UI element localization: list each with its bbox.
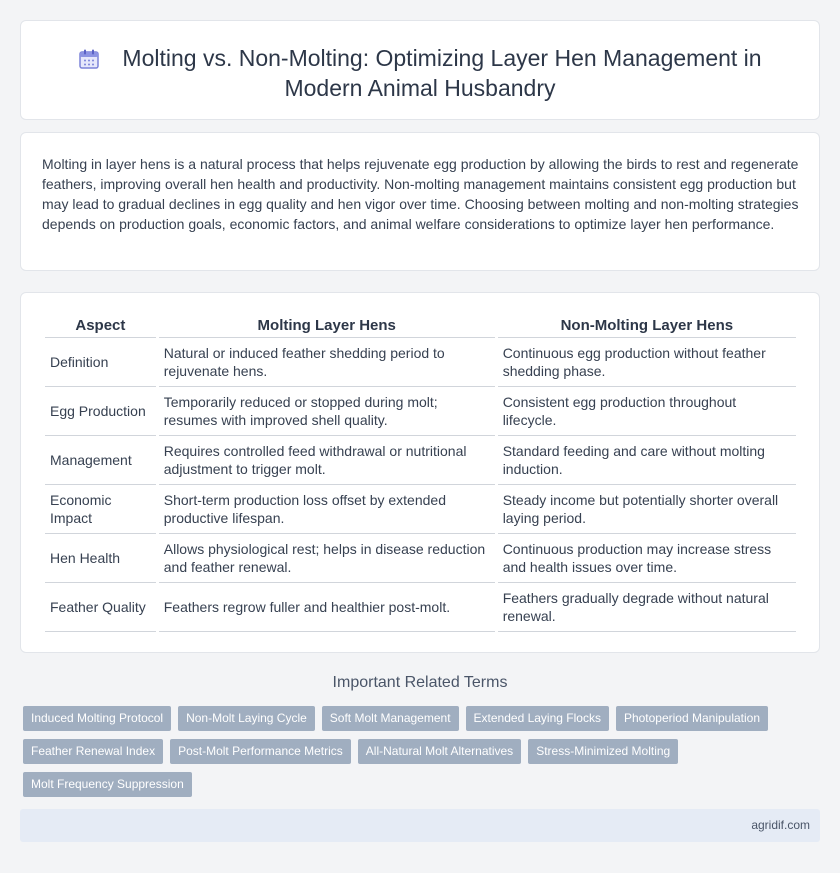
non-molting-cell: Steady income but potentially shorter overall laying period.: [498, 485, 796, 534]
header-card: [20, 20, 820, 120]
molting-cell: Feathers regrow fuller and healthier post-molt.: [159, 583, 495, 632]
footer: [20, 809, 820, 842]
molting-cell: Short-term production loss offset by extended productive lifespan.: [159, 485, 495, 534]
related-terms-title: Important Related Terms: [332, 674, 508, 691]
term-tag[interactable]: Feather Renewal Index: [23, 739, 163, 764]
term-tag[interactable]: Photoperiod Manipulation: [616, 706, 768, 731]
table-row: [45, 534, 796, 583]
table-header-row: [45, 311, 796, 338]
aspect-cell: Hen Health: [45, 534, 156, 583]
comparison-table: [42, 311, 799, 632]
header-aspect: Aspect: [45, 311, 156, 338]
footer-site-link[interactable]: agridif.com: [751, 818, 810, 832]
molting-cell: Natural or induced feather shedding period to rejuvenate hens.: [159, 338, 495, 387]
aspect-cell: Economic Impact: [45, 485, 156, 534]
header-non-molting: Non-Molting Layer Hens: [498, 311, 796, 338]
aspect-cell: Definition: [45, 338, 156, 387]
related-terms-list: [23, 706, 813, 797]
calendar-icon: [78, 48, 100, 70]
term-tag[interactable]: Induced Molting Protocol: [23, 706, 171, 731]
table-row: [45, 436, 796, 485]
aspect-cell: Egg Production: [45, 387, 156, 436]
non-molting-cell: Standard feeding and care without molting induction.: [498, 436, 796, 485]
term-tag[interactable]: Molt Frequency Suppression: [23, 772, 192, 797]
intro-card: [20, 132, 820, 271]
aspect-cell: Management: [45, 436, 156, 485]
intro-paragraph: Molting in layer hens is a natural process that helps rejuvenate egg production by allowing the birds to rest and regenerate feathers, improving overall hen health and productivity. Non-molting management maintains consistent egg production but may lead to gradual declines in egg quality and hen vigor over time. Choosing between molting and non-molting strategies depends on production goals, economic factors, and animal welfare considerations to optimize layer hen performance.: [42, 156, 799, 232]
term-tag[interactable]: Post-Molt Performance Metrics: [170, 739, 351, 764]
header-molting: Molting Layer Hens: [159, 311, 495, 338]
term-tag[interactable]: Soft Molt Management: [322, 706, 459, 731]
molting-cell: Allows physiological rest; helps in disease reduction and feather renewal.: [159, 534, 495, 583]
non-molting-cell: Consistent egg production throughout lifecycle.: [498, 387, 796, 436]
non-molting-cell: Feathers gradually degrade without natural renewal.: [498, 583, 796, 632]
molting-cell: Requires controlled feed withdrawal or nutritional adjustment to trigger molt.: [159, 436, 495, 485]
non-molting-cell: Continuous egg production without feather shedding phase.: [498, 338, 796, 387]
term-tag[interactable]: Non-Molt Laying Cycle: [178, 706, 315, 731]
molting-cell: Temporarily reduced or stopped during molt; resumes with improved shell quality.: [159, 387, 495, 436]
term-tag[interactable]: All-Natural Molt Alternatives: [358, 739, 521, 764]
page-title-wrap: [61, 43, 779, 103]
aspect-cell: Feather Quality: [45, 583, 156, 632]
table-row: [45, 485, 796, 534]
page-title: Molting vs. Non-Molting: Optimizing Layer Hen Management in Modern Animal Husbandry: [122, 45, 762, 101]
term-tag[interactable]: Stress-Minimized Molting: [528, 739, 678, 764]
table-row: [45, 338, 796, 387]
term-tag[interactable]: Extended Laying Flocks: [466, 706, 609, 731]
non-molting-cell: Continuous production may increase stress and health issues over time.: [498, 534, 796, 583]
table-row: [45, 583, 796, 632]
comparison-card: [20, 292, 820, 653]
table-row: [45, 387, 796, 436]
